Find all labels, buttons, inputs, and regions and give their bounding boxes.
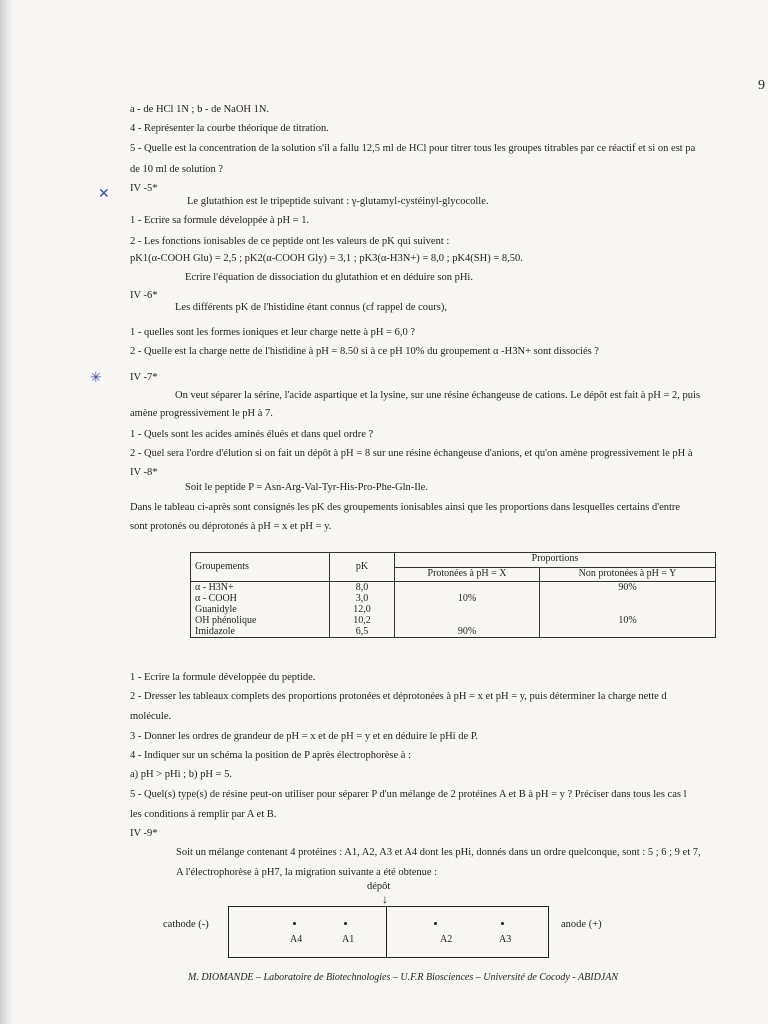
text-line: 4 - Représenter la courbe théorique de titration.	[130, 123, 329, 134]
section-heading: IV -6*	[130, 290, 158, 301]
page-edge-shadow	[0, 0, 14, 1024]
table-header: pK	[330, 553, 395, 582]
star-mark-icon: ✳	[90, 371, 102, 386]
table-cell: 10% 90%	[395, 582, 540, 638]
text-line: On veut séparer la sérine, l'acide aspartique et la lysine, sur une résine échangeuse de cations. Le dépôt est fait à pH = 2, puis	[175, 390, 701, 401]
text-line: 2 - Dresser les tableaux complets des proportions protonées et déprotonées à pH = x et pH = y, puis déterminer la charge nette d	[130, 691, 667, 702]
text-line: 3 - Donner les ordres de grandeur de pH = x et de pH = y et en déduire le pHi de P.	[130, 731, 479, 742]
text-line: Soit un mélange contenant 4 protéines : A1, A2, A3 et A4 dont les pHi, donnés dans un ordre quelconque, sont : 5 ; 6 ; 9 et 7,	[176, 847, 701, 858]
text-line: 1 - quelles sont les formes ioniques et leur charge nette à pH = 6,0 ?	[130, 327, 416, 338]
text-line: 1 - Ecrire la formule développée du peptide.	[130, 672, 316, 683]
text-line: a) pH > pHi ; b) pH = 5.	[130, 769, 232, 780]
text-line: Le glutathion est le tripeptide suivant : γ-glutamyl-cystéinyl-glycocolle.	[187, 196, 489, 207]
depot-line	[386, 907, 387, 957]
text-line: 2 - Quelle est la charge nette de l'histidine à pH = 8.50 si à ce pH 10% du groupement α -H3N+ sont dissociés ?	[130, 346, 599, 357]
table-header: Protonées à pH = X	[395, 567, 540, 582]
protein-label: A4	[290, 934, 303, 945]
table-cell: α - H3N+ α - COOH Guanidyle OH phénolique Imidazole	[191, 582, 330, 638]
depot-label: dépôt	[367, 881, 391, 892]
table-cell: 90% 10%	[540, 582, 716, 638]
protein-spot	[501, 922, 504, 925]
text-line: sont protonés ou déprotonés à pH = x et pH = y.	[130, 521, 332, 532]
asterisk-mark-icon: ✕	[98, 187, 110, 202]
table-header: Groupements	[191, 553, 330, 582]
section-heading: IV -5*	[130, 183, 158, 194]
text-line: 5 - Quelle est la concentration de la solution s'il a fallu 12,5 ml de HCl pour titrer tous les groupes titrables par ce réactif et si on est pa	[130, 143, 696, 154]
page-number: 9	[758, 78, 765, 93]
text-line: A l'électrophorèse à pH7, la migration suivante a été obtenue :	[176, 867, 438, 878]
text-line: 1 - Ecrire sa formule développée à pH = 1.	[130, 215, 310, 226]
text-line: de 10 ml de solution ?	[130, 164, 224, 175]
down-arrow-icon: ↓	[382, 892, 388, 906]
footer: M. DIOMANDE – Laboratoire de Biotechnologies – U.F.R Biosciences – Université de Cocody - ABIDJAN	[188, 972, 619, 983]
table-cell: 8,0 3,0 12,0 10,2 6,5	[330, 582, 395, 638]
text-line: 1 - Quels sont les acides aminés élués et dans quel ordre ?	[130, 429, 374, 440]
protein-label: A1	[342, 934, 355, 945]
anode-label: anode (+)	[561, 919, 602, 930]
text-line: 5 - Quel(s) type(s) de résine peut-on utiliser pour séparer P d'un mélange de 2 protéines A et B à pH = y ? Préciser dans tous les cas l	[130, 789, 687, 800]
section-heading: IV -9*	[130, 828, 158, 839]
text-line: 2 - Quel sera l'ordre d'élution si on fait un dépôt à pH = 8 sur une résine échangeuse d'anions, et qu'on amène progressivement le pH à	[130, 448, 693, 459]
section-heading: IV -8*	[130, 467, 158, 478]
text-line: molécule.	[130, 711, 172, 722]
protein-label: A2	[440, 934, 453, 945]
text-line: Soit le peptide P = Asn-Arg-Val-Tyr-His-Pro-Phe-Gln-Ile.	[185, 482, 428, 493]
protein-label: A3	[499, 934, 512, 945]
text-line: pK1(α-COOH Glu) = 2,5 ; pK2(α-COOH Gly) = 3,1 ; pK3(α-H3N+) = 8,0 ; pK4(SH) = 8,50.	[130, 253, 523, 264]
protein-spot	[293, 922, 296, 925]
text-line: a - de HCl 1N ; b - de NaOH 1N.	[130, 104, 270, 115]
electrophoresis-strip	[228, 906, 549, 958]
text-line: amène progressivement le pH à 7.	[130, 408, 273, 419]
text-line: Ecrire l'équation de dissociation du glutathion et en déduire son pHi.	[185, 272, 473, 283]
protein-spot	[344, 922, 347, 925]
text-line: Les différents pK de l'histidine étant connus (cf rappel de cours),	[175, 302, 447, 313]
text-line: 2 - Les fonctions ionisables de ce peptide ont les valeurs de pK qui suivent :	[130, 236, 450, 247]
table-header: Proportions	[395, 553, 716, 568]
pk-table	[190, 552, 716, 638]
cathode-label: cathode (-)	[163, 919, 209, 930]
text-line: les conditions à remplir par A et B.	[130, 809, 277, 820]
protein-spot	[434, 922, 437, 925]
text-line: Dans le tableau ci-après sont consignés les pK des groupements ionisables ainsi que les proportions dans lesquelles certains d'entre	[130, 502, 681, 513]
section-heading: IV -7*	[130, 372, 158, 383]
table-header: Non protonées à pH = Y	[540, 567, 716, 582]
text-line: 4 - Indiquer sur un schéma la position de P après électrophorèse à :	[130, 750, 411, 761]
